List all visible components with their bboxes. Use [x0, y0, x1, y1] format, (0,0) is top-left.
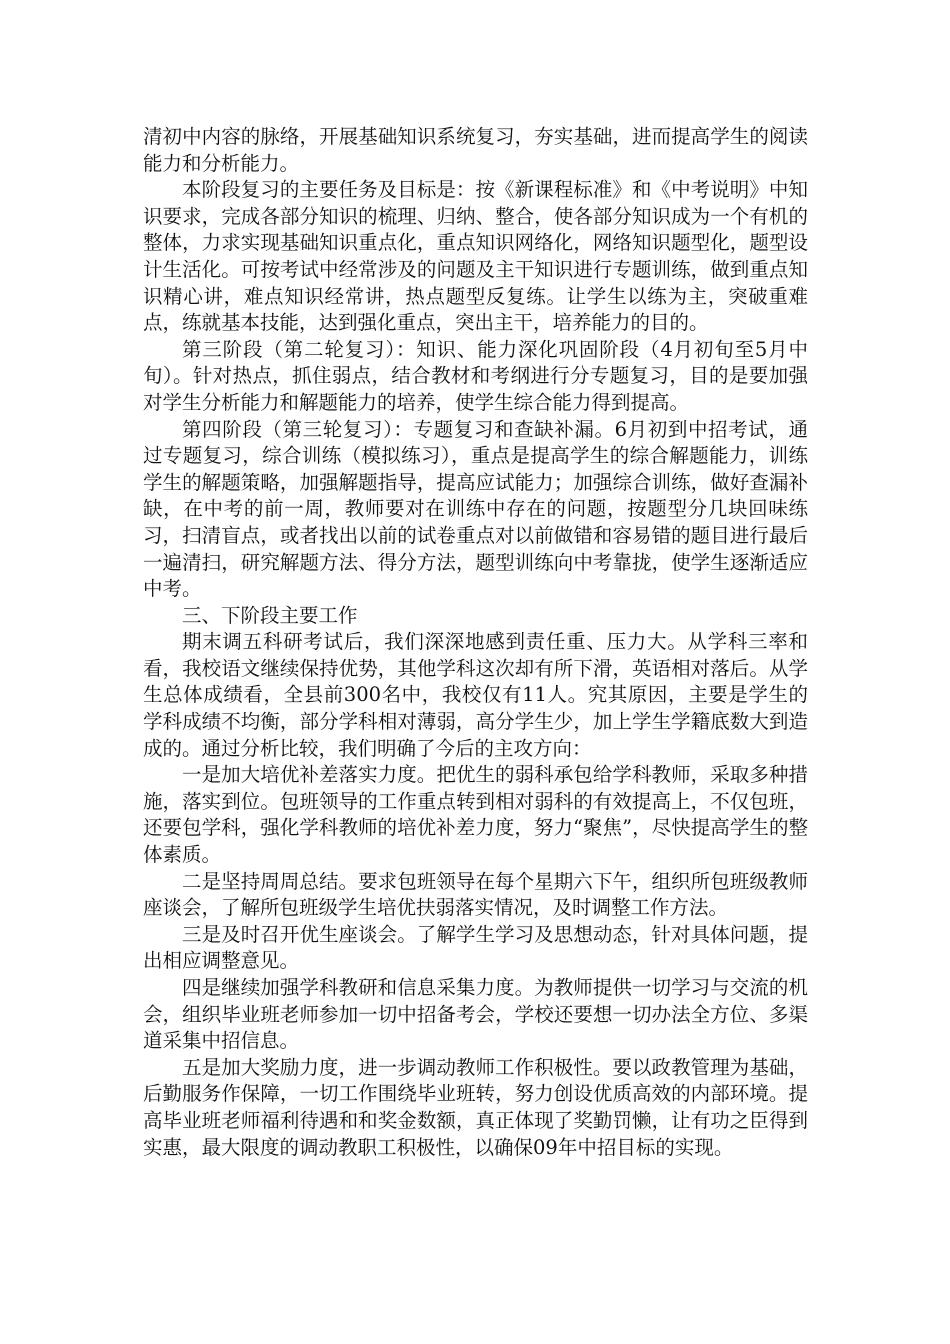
paragraph-point-three: 三是及时召开优生座谈会。了解学生学习及思想动态，针对具体问题，提出相应调整意见。 — [143, 922, 808, 973]
paragraph-continuation: 清初中内容的脉络，开展基础知识系统复习，夯实基础，进而提高学生的阅读能力和分析能力。 — [143, 125, 808, 175]
paragraph-stage-three: 第三阶段（第二轮复习）：知识、能力深化巩固阶段（4月初旬至5月中旬）。针对热点，抓住弱点，结合教材和考纲进行分专题复习，目的是要加强对学生分析能力和解题能力的培养，使学生综合能力得到提高。 — [143, 337, 808, 414]
paragraph-point-two: 二是坚持周周总结。要求包班领导在每个星期六下午，组织所包班级教师座谈会，了解所包班级学生培优扶弱落实情况，及时调整工作方法。 — [143, 869, 808, 920]
paragraph-point-four: 四是继续加强学科教研和信息采集力度。为教师提供一切学习与交流的机会，组织毕业班老师参加一切中招备考会，学校还要想一切办法全方位、多渠道采集中招信息。 — [143, 976, 808, 1053]
paragraph-point-one: 一是加大培优补差落实力度。把优生的弱科承包给学科教师，采取多种措施，落实到位。包班领导的工作重点转到相对弱科的有效提高上，不仅包班，还要包学科，强化学科教师的培优补差力度，努力“聚焦”，尽快提高学生的整体素质。 — [143, 763, 808, 867]
document-body — [143, 124, 808, 1161]
paragraph-stage-four: 第四阶段（第三轮复习）：专题复习和查缺补漏。6月初到中招考试，通过专题复习，综合训练（模拟练习），重点是提高学生的综合解题能力，训练学生的解题策略，加强解题指导，提高应试能力；加强综合训练，做好查漏补缺，在中考的前一周，教师要对在训练中存在的问题，按题型分几块回味练习，扫清盲点，或者找出以前的试卷重点对以前做错和容易错的题目进行最后一遍清扫，研究解题方法、得分方法，题型训练向中考靠拢，使学生逐渐适应中考。 — [143, 417, 808, 601]
paragraph-exam-analysis: 期末调五科研考试后，我们深深地感到责任重、压力大。从学科三率和看，我校语文继续保持优势，其他学科这次却有所下滑，英语相对落后。从学生总体成绩看，全县前300名中，我校仅有11人。究其原因，主要是学生的学科成绩不均衡，部分学科相对薄弱，高分学生少，加上学生学籍底数大到造成的。通过分析比较，我们明确了今后的主攻方向： — [143, 630, 808, 760]
paragraph-stage-two-goals: 本阶段复习的主要任务及目标是：按《新课程标准》和《中考说明》中知识要求，完成各部分知识的梳理、归纳、整合，使各部分知识成为一个有机的整体，力求实现基础知识重点化，重点知识网络化，网络知识题型化，题型设计生活化。可按考试中经常涉及的问题及主干知识进行专题训练，做到重点知识精心讲，难点知识经常讲，热点题型反复练。让学生以练为主，突破重难点，练就基本技能，达到强化重点，突出主干，培养能力的目的。 — [143, 178, 808, 335]
section-heading-next-stage: 三、下阶段主要工作 — [182, 603, 358, 627]
paragraph-point-five: 五是加大奖励力度，进一步调动教师工作积极性。要以政教管理为基础，后勤服务作保障，一切工作围绕毕业班转，努力创设优质高效的内部环境。提高毕业班老师福利待遇和和奖金数额，真正体现了奖勤罚懒，让有功之臣得到实惠，最大限度的调动教职工积极性，以确保09年中招目标的实现。 — [143, 1055, 808, 1159]
